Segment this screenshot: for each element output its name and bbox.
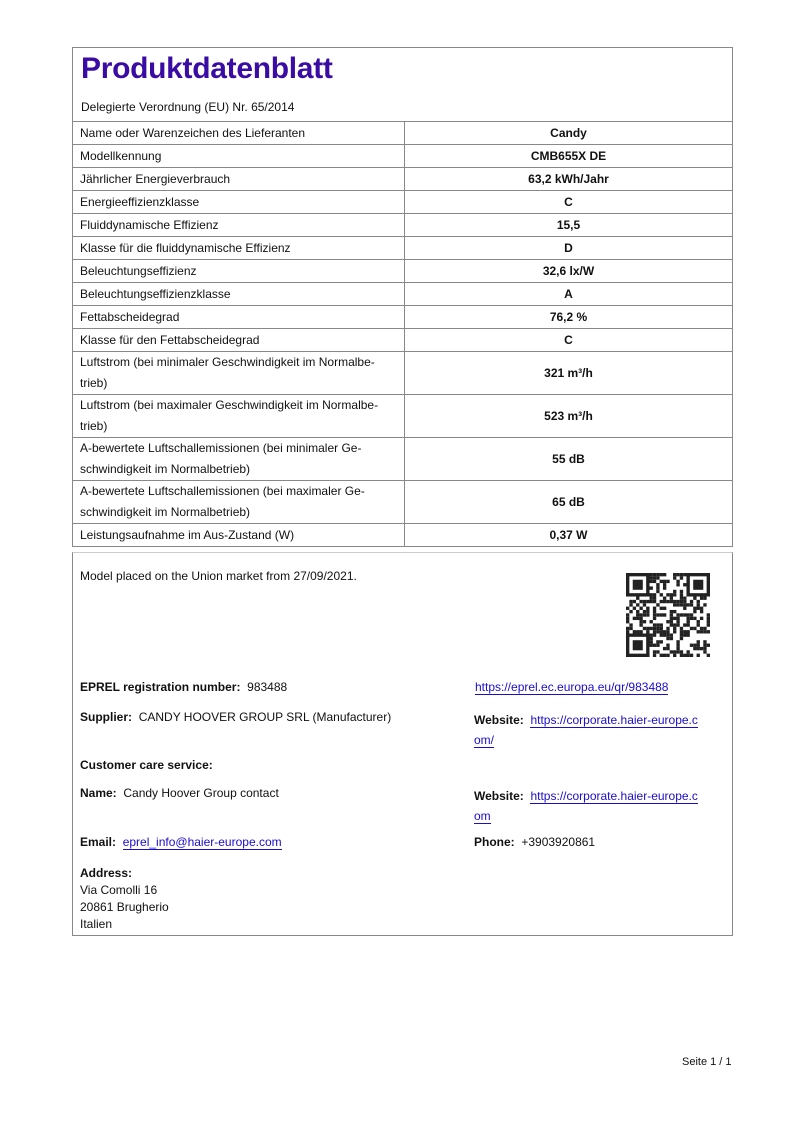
row-value: A [405, 283, 733, 306]
row-label: Leistungsaufnahme im Aus-Zustand (W) [73, 524, 405, 547]
page-number: Seite 1 / 1 [682, 1056, 732, 1068]
phone-number: +3903920861 [521, 835, 596, 849]
contact-name: Candy Hoover Group contact [123, 786, 279, 800]
row-label: Fluiddynamische Effizienz [73, 214, 405, 237]
website-link-2[interactable]: https://corporate.haier-europe.c [530, 789, 698, 803]
address-line: Italien [80, 917, 113, 931]
row-value: 15,5 [405, 214, 733, 237]
row-value: D [405, 237, 733, 260]
row-value: 523 m³/h [405, 395, 733, 438]
table-row [73, 145, 732, 168]
table-row [73, 168, 732, 191]
eprel-label: EPREL registration number: [80, 680, 241, 694]
table-row [73, 438, 732, 481]
row-label: Luftstrom (bei maximaler Geschwindigkeit im Normalbe-trieb) [73, 395, 405, 438]
phone-label: Phone: [474, 835, 515, 849]
row-label: Name oder Warenzeichen des Lieferanten [73, 122, 405, 145]
email-link[interactable]: eprel_info@haier-europe.com [122, 835, 282, 849]
table-row [73, 237, 732, 260]
page-title: Produktdatenblatt [81, 52, 333, 85]
product-data-table [73, 121, 732, 547]
email-label: Email: [80, 835, 117, 849]
table-row [73, 283, 732, 306]
market-date-text: Model placed on the Union market from 27/09/2021. [80, 569, 357, 583]
website-link-2-cont[interactable]: om [474, 809, 491, 823]
supplier-name: CANDY HOOVER GROUP SRL (Manufacturer) [138, 710, 392, 724]
row-label: Klasse für die fluiddynamische Effizienz [73, 237, 405, 260]
row-label: Beleuchtungseffizienz [73, 260, 405, 283]
website-label-2: Website: [474, 789, 524, 803]
row-value: 0,37 W [405, 524, 733, 547]
table-row [73, 260, 732, 283]
row-value: 65 dB [405, 481, 733, 524]
row-value: 76,2 % [405, 306, 733, 329]
table-row [73, 352, 732, 395]
name-label: Name: [80, 786, 117, 800]
product-data-section [72, 47, 733, 547]
row-value: 63,2 kWh/Jahr [405, 168, 733, 191]
table-row [73, 481, 732, 524]
row-value: 321 m³/h [405, 352, 733, 395]
table-row [73, 214, 732, 237]
registration-section [72, 552, 733, 936]
row-label: A-bewertete Luftschallemissionen (bei maximaler Ge-schwindigkeit im Normalbetrieb) [73, 481, 405, 524]
eprel-link[interactable]: https://eprel.ec.europa.eu/qr/983488 [475, 680, 669, 694]
table-row [73, 395, 732, 438]
eprel-number: 983488 [247, 680, 288, 694]
address-line: 20861 Brugherio [80, 900, 169, 914]
address-line: Via Comolli 16 [80, 883, 158, 897]
table-row [73, 306, 732, 329]
website-link-1-cont[interactable]: om/ [474, 733, 495, 747]
row-value: C [405, 329, 733, 352]
row-label: Jährlicher Energieverbrauch [73, 168, 405, 191]
row-value: 55 dB [405, 438, 733, 481]
row-value: 32,6 lx/W [405, 260, 733, 283]
website-link-1[interactable]: https://corporate.haier-europe.c [530, 713, 698, 727]
address-label: Address: [80, 866, 133, 880]
table-row [73, 191, 732, 214]
row-label: Fettabscheidegrad [73, 306, 405, 329]
row-label: Luftstrom (bei minimaler Geschwindigkeit im Normalbe-trieb) [73, 352, 405, 395]
row-value: CMB655X DE [405, 145, 733, 168]
row-label: Energieeffizienzklasse [73, 191, 405, 214]
table-row [73, 329, 732, 352]
row-label: A-bewertete Luftschallemissionen (bei minimaler Ge-schwindigkeit im Normalbetrieb) [73, 438, 405, 481]
table-row [73, 524, 732, 547]
customer-care-heading: Customer care service: [80, 758, 213, 772]
row-value: Candy [405, 122, 733, 145]
qr-code[interactable] [626, 573, 710, 657]
row-value: C [405, 191, 733, 214]
row-label: Klasse für den Fettabscheidegrad [73, 329, 405, 352]
table-row [73, 122, 732, 145]
regulation-text: Delegierte Verordnung (EU) Nr. 65/2014 [81, 100, 295, 114]
row-label: Beleuchtungseffizienzklasse [73, 283, 405, 306]
website-label: Website: [474, 713, 524, 727]
supplier-label: Supplier: [80, 710, 133, 724]
row-label: Modellkennung [73, 145, 405, 168]
